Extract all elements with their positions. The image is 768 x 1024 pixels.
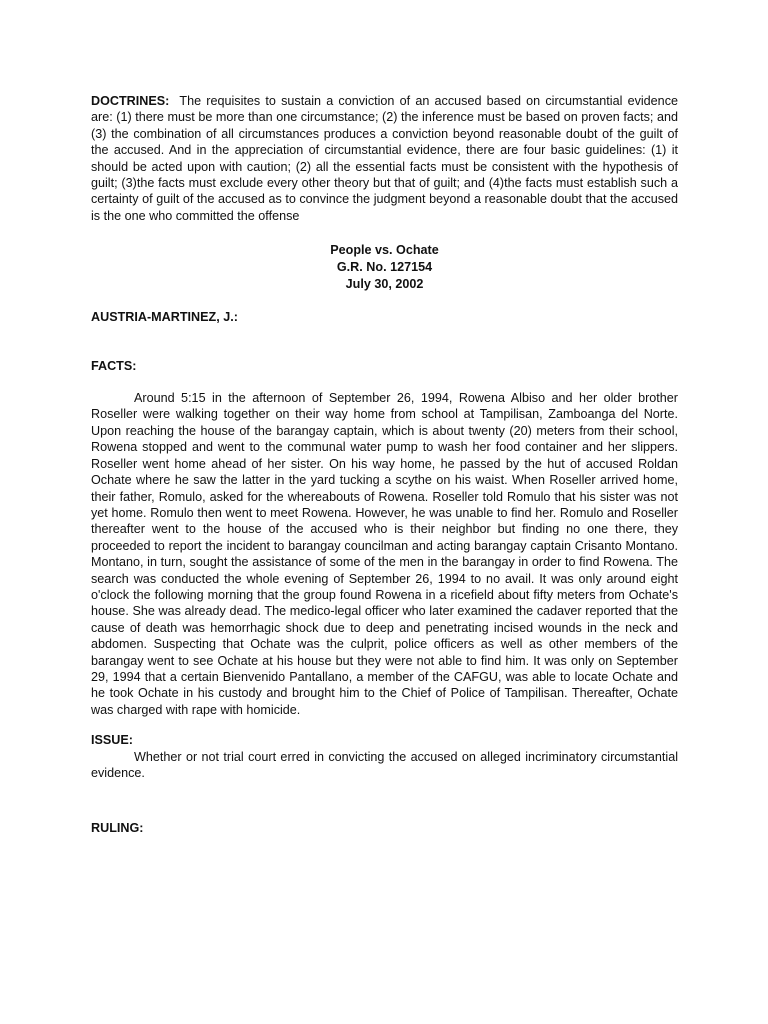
document-page: [91, 93, 678, 837]
doctrines-label: DOCTRINES:: [91, 94, 170, 108]
doctrines-paragraph: [91, 93, 678, 224]
facts-heading: FACTS:: [91, 358, 137, 373]
issue-heading: ISSUE:: [91, 733, 133, 748]
case-gr-number: G.R. No. 127154: [336, 260, 433, 275]
doctrines-text: The requisites to sustain a conviction of an accused based on circumstantial evidence are: (1) there must be more than one circumstance; (2) the inference must be based on proven facts; and (3) the combination of all circumstances produces a conviction beyond reasonable doubt of the guilt of the accused. And in the appreciation of circumstantial evidence, there are four basic guidelines: (1) it should be acted upon with caution; (2) all the essential facts must be consistent with the hypothesis of guilt; (3)the facts must exclude every other theory but that of guilt; and (4)the facts must establish such a certainty of guilt of the accused as to convince the judgment beyond a reasonable doubt that the accused is the one who committed the offense: [91, 94, 678, 223]
case-title: People vs. Ochate: [330, 243, 439, 258]
ruling-heading: RULING:: [91, 821, 144, 836]
case-header: [91, 242, 678, 293]
ponente: AUSTRIA-MARTINEZ, J.:: [91, 310, 238, 325]
issue-paragraph: Whether or not trial court erred in convicting the accused on alleged incriminatory circumstantial evidence.: [91, 749, 678, 780]
facts-paragraph: Around 5:15 in the afternoon of September 26, 1994, Rowena Albiso and her older brother Roseller were walking together on their way home from school at Tampilisan, Zamboanga del Norte. Upon reaching the house of the barangay captain, which is about twenty (20) meters from their school, Rowena stopped and went to the communal water pump to wash her food container and her slippers. Roseller went home ahead of her sister. On his way home, he passed by the hut of accused Roldan Ochate where he saw the latter in the yard tucking a scythe on his waist. When Roseller arrived home, their father, Romulo, asked for the whereabouts of Rowena. Roseller told Romulo that his sister was not yet home. Romulo then went to meet Rowena. However, he was unable to find her. Romulo and Roseller thereafter went to the house of the accused who is their neighbor but finding no one there, they proceeded to report the incident to barangay councilman and acting barangay captain Crisanto Montano. Montano, in turn, sought the assistance of some of the men in the barangay in order to find Rowena. The search was conducted the whole evening of September 26, 1994 to no avail. It was only around eight o'clock the following morning that the group found Rowena in a ricefield about fifty meters from Ochate's house. She was already dead. The medico-legal officer who later examined the cadaver reported that the cause of death was hemorrhagic shock due to deep and penetrating incised wounds in the neck and abdomen. Suspecting that Ochate was the culprit, police officers as well as other members of the barangay went to see Ochate at his house but they were not able to find him. It was only on September 29, 1994 that a certain Bienvenido Pantallano, a member of the CAFGU, was able to locate Ochate and he took Ochate in his custody and brought him to the Chief of Police of Tampilisan. Thereafter, Ochate was charged with rape with homicide.: [91, 391, 678, 717]
case-date: July 30, 2002: [345, 277, 424, 292]
